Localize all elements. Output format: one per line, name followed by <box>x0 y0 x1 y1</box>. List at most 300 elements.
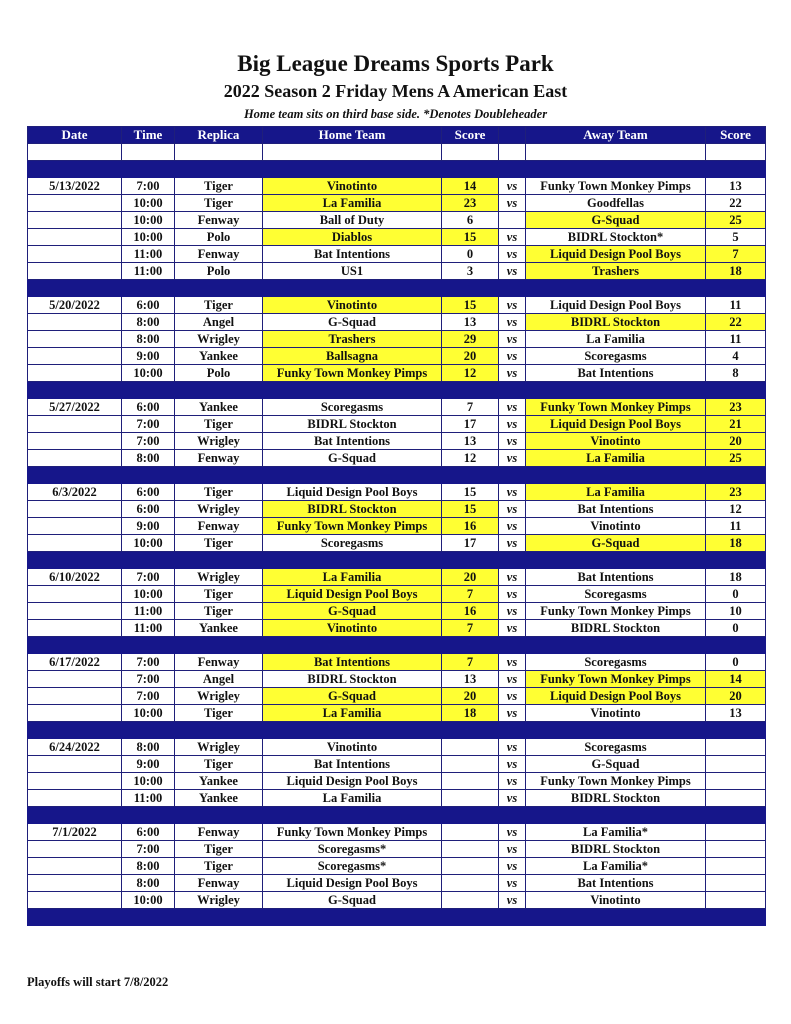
replica-cell: Tiger <box>175 705 263 722</box>
away-score-cell <box>706 739 766 756</box>
table-row <box>28 195 766 212</box>
home-team-cell: US1 <box>263 263 442 280</box>
blank-row-cell <box>122 144 175 161</box>
replica-cell: Tiger <box>175 195 263 212</box>
away-score-cell <box>706 824 766 841</box>
date-cell <box>28 790 122 807</box>
time-cell: 10:00 <box>122 586 175 603</box>
replica-cell: Tiger <box>175 484 263 501</box>
home-team-cell: Liquid Design Pool Boys <box>263 773 442 790</box>
time-cell: 7:00 <box>122 569 175 586</box>
away-team-cell: G-Squad <box>526 535 706 552</box>
time-cell: 9:00 <box>122 348 175 365</box>
date-cell: 6/10/2022 <box>28 569 122 586</box>
week-separator-cell <box>263 807 442 824</box>
home-team-cell: Bat Intentions <box>263 756 442 773</box>
week-separator <box>28 637 766 654</box>
time-cell: 11:00 <box>122 603 175 620</box>
home-team-cell: Liquid Design Pool Boys <box>263 586 442 603</box>
week-separator-cell <box>28 909 122 926</box>
home-team-cell: La Familia <box>263 195 442 212</box>
date-cell: 6/24/2022 <box>28 739 122 756</box>
table-row <box>28 297 766 314</box>
time-cell: 8:00 <box>122 739 175 756</box>
replica-cell: Tiger <box>175 586 263 603</box>
table-row <box>28 773 766 790</box>
table-row <box>28 875 766 892</box>
week-separator-cell <box>175 637 263 654</box>
date-cell <box>28 620 122 637</box>
table-row <box>28 484 766 501</box>
time-cell: 11:00 <box>122 620 175 637</box>
away-team-cell: Liquid Design Pool Boys <box>526 246 706 263</box>
replica-cell: Yankee <box>175 399 263 416</box>
vs-cell: vs <box>499 756 526 773</box>
week-separator-cell <box>442 909 499 926</box>
home-team-cell: Scoregasms <box>263 399 442 416</box>
replica-cell: Wrigley <box>175 688 263 705</box>
vs-cell: vs <box>499 892 526 909</box>
table-row <box>28 212 766 229</box>
replica-cell: Tiger <box>175 178 263 195</box>
away-score-cell: 8 <box>706 365 766 382</box>
replica-cell: Wrigley <box>175 501 263 518</box>
home-team-cell: Vinotinto <box>263 620 442 637</box>
home-score-cell <box>442 756 499 773</box>
vs-cell: vs <box>499 433 526 450</box>
home-team-cell: BIDRL Stockton <box>263 671 442 688</box>
time-cell: 8:00 <box>122 875 175 892</box>
away-team-cell: La Familia <box>526 450 706 467</box>
blank-row-cell <box>706 144 766 161</box>
away-score-cell: 18 <box>706 569 766 586</box>
date-cell <box>28 314 122 331</box>
table-row <box>28 416 766 433</box>
vs-cell: vs <box>499 586 526 603</box>
away-team-cell: G-Squad <box>526 756 706 773</box>
table-row <box>28 433 766 450</box>
home-score-cell: 14 <box>442 178 499 195</box>
time-cell: 7:00 <box>122 841 175 858</box>
home-score-cell: 29 <box>442 331 499 348</box>
week-separator-cell <box>122 161 175 178</box>
week-separator-cell <box>706 637 766 654</box>
vs-cell: vs <box>499 535 526 552</box>
home-team-cell: Liquid Design Pool Boys <box>263 484 442 501</box>
week-separator-cell <box>706 909 766 926</box>
away-score-cell <box>706 790 766 807</box>
date-cell <box>28 773 122 790</box>
home-score-cell: 15 <box>442 484 499 501</box>
home-score-cell <box>442 858 499 875</box>
vs-cell: vs <box>499 484 526 501</box>
table-row <box>28 790 766 807</box>
vs-cell: vs <box>499 501 526 518</box>
table-row <box>28 365 766 382</box>
home-team-cell: Bat Intentions <box>263 246 442 263</box>
date-cell <box>28 875 122 892</box>
home-score-cell: 15 <box>442 297 499 314</box>
away-score-cell: 11 <box>706 297 766 314</box>
home-score-cell: 6 <box>442 212 499 229</box>
away-team-cell: Bat Intentions <box>526 501 706 518</box>
time-cell: 7:00 <box>122 671 175 688</box>
week-separator-cell <box>28 722 122 739</box>
vs-cell: vs <box>499 569 526 586</box>
date-cell <box>28 586 122 603</box>
time-cell: 7:00 <box>122 178 175 195</box>
table-row <box>28 603 766 620</box>
week-separator-cell <box>175 552 263 569</box>
vs-cell: vs <box>499 841 526 858</box>
date-cell <box>28 212 122 229</box>
away-team-cell: Scoregasms <box>526 739 706 756</box>
date-cell: 6/3/2022 <box>28 484 122 501</box>
col-header-home-score: Score <box>442 127 499 144</box>
week-separator <box>28 909 766 926</box>
replica-cell: Fenway <box>175 824 263 841</box>
home-score-cell: 16 <box>442 518 499 535</box>
week-separator-cell <box>263 909 442 926</box>
date-cell <box>28 841 122 858</box>
time-cell: 6:00 <box>122 297 175 314</box>
home-score-cell: 15 <box>442 501 499 518</box>
home-team-cell: BIDRL Stockton <box>263 416 442 433</box>
away-team-cell: Vinotinto <box>526 705 706 722</box>
week-separator-cell <box>28 807 122 824</box>
week-separator-cell <box>442 722 499 739</box>
date-cell <box>28 450 122 467</box>
replica-cell: Wrigley <box>175 433 263 450</box>
home-team-cell: Vinotinto <box>263 178 442 195</box>
away-score-cell: 4 <box>706 348 766 365</box>
vs-cell: vs <box>499 195 526 212</box>
replica-cell: Tiger <box>175 858 263 875</box>
time-cell: 10:00 <box>122 892 175 909</box>
vs-cell: vs <box>499 178 526 195</box>
away-team-cell: Scoregasms <box>526 654 706 671</box>
home-team-cell: Scoregasms* <box>263 858 442 875</box>
table-row <box>28 892 766 909</box>
time-cell: 10:00 <box>122 535 175 552</box>
home-team-cell: Trashers <box>263 331 442 348</box>
time-cell: 7:00 <box>122 416 175 433</box>
date-cell <box>28 331 122 348</box>
week-separator-cell <box>122 467 175 484</box>
time-cell: 6:00 <box>122 484 175 501</box>
home-team-cell: Vinotinto <box>263 297 442 314</box>
blank-row-cell <box>499 144 526 161</box>
away-team-cell: La Familia <box>526 484 706 501</box>
home-team-cell: Funky Town Monkey Pimps <box>263 365 442 382</box>
home-score-cell: 13 <box>442 314 499 331</box>
home-team-cell: La Familia <box>263 569 442 586</box>
footer-note: Playoffs will start 7/8/2022 <box>27 975 169 989</box>
table-row <box>28 178 766 195</box>
away-score-cell: 20 <box>706 433 766 450</box>
date-cell <box>28 858 122 875</box>
table-row <box>28 586 766 603</box>
away-team-cell: Bat Intentions <box>526 365 706 382</box>
week-separator-cell <box>122 382 175 399</box>
week-separator-cell <box>122 909 175 926</box>
home-team-cell: Bat Intentions <box>263 433 442 450</box>
week-separator-cell <box>706 280 766 297</box>
time-cell: 6:00 <box>122 824 175 841</box>
vs-cell: vs <box>499 773 526 790</box>
time-cell: 7:00 <box>122 654 175 671</box>
home-score-cell: 20 <box>442 569 499 586</box>
away-score-cell: 0 <box>706 620 766 637</box>
replica-cell: Yankee <box>175 773 263 790</box>
week-separator <box>28 161 766 178</box>
replica-cell: Wrigley <box>175 739 263 756</box>
date-cell <box>28 229 122 246</box>
home-team-cell: BIDRL Stockton <box>263 501 442 518</box>
date-cell <box>28 688 122 705</box>
week-separator-cell <box>499 722 526 739</box>
vs-cell: vs <box>499 331 526 348</box>
vs-cell: vs <box>499 399 526 416</box>
replica-cell: Polo <box>175 229 263 246</box>
page-title: Big League Dreams Sports Park <box>237 51 554 76</box>
week-separator-cell <box>526 909 706 926</box>
away-score-cell: 10 <box>706 603 766 620</box>
time-cell: 10:00 <box>122 195 175 212</box>
week-separator-cell <box>175 382 263 399</box>
home-score-cell: 16 <box>442 603 499 620</box>
page-subtitle: 2022 Season 2 Friday Mens A American East <box>223 81 568 101</box>
date-cell <box>28 348 122 365</box>
vs-cell: vs <box>499 416 526 433</box>
col-header-replica: Replica <box>175 127 263 144</box>
away-score-cell: 0 <box>706 586 766 603</box>
home-score-cell: 20 <box>442 348 499 365</box>
time-cell: 11:00 <box>122 263 175 280</box>
week-separator-cell <box>122 552 175 569</box>
date-cell <box>28 671 122 688</box>
away-score-cell <box>706 773 766 790</box>
away-team-cell: Funky Town Monkey Pimps <box>526 178 706 195</box>
table-row <box>28 331 766 348</box>
blank-row <box>28 144 766 161</box>
week-separator <box>28 280 766 297</box>
week-separator-cell <box>263 161 442 178</box>
week-separator-cell <box>526 807 706 824</box>
table-row <box>28 688 766 705</box>
replica-cell: Fenway <box>175 875 263 892</box>
week-separator-cell <box>526 280 706 297</box>
away-score-cell: 0 <box>706 654 766 671</box>
away-score-cell: 14 <box>706 671 766 688</box>
week-separator-cell <box>499 807 526 824</box>
home-team-cell: Funky Town Monkey Pimps <box>263 824 442 841</box>
replica-cell: Fenway <box>175 654 263 671</box>
away-team-cell: BIDRL Stockton <box>526 790 706 807</box>
week-separator-cell <box>122 637 175 654</box>
away-team-cell: La Familia <box>526 331 706 348</box>
home-score-cell: 7 <box>442 654 499 671</box>
replica-cell: Yankee <box>175 620 263 637</box>
replica-cell: Fenway <box>175 518 263 535</box>
vs-cell: vs <box>499 671 526 688</box>
blank-row-cell <box>175 144 263 161</box>
replica-cell: Wrigley <box>175 892 263 909</box>
away-team-cell: BIDRL Stockton <box>526 620 706 637</box>
vs-cell: vs <box>499 314 526 331</box>
time-cell: 8:00 <box>122 314 175 331</box>
week-separator-cell <box>28 637 122 654</box>
home-score-cell: 7 <box>442 399 499 416</box>
away-team-cell: BIDRL Stockton* <box>526 229 706 246</box>
week-separator-cell <box>526 467 706 484</box>
away-score-cell: 25 <box>706 212 766 229</box>
vs-cell: vs <box>499 858 526 875</box>
table-row <box>28 399 766 416</box>
vs-cell: vs <box>499 518 526 535</box>
away-team-cell: Bat Intentions <box>526 569 706 586</box>
away-score-cell: 12 <box>706 501 766 518</box>
table-row <box>28 518 766 535</box>
away-score-cell <box>706 875 766 892</box>
col-header-vs <box>499 127 526 144</box>
away-score-cell <box>706 892 766 909</box>
week-separator-cell <box>499 382 526 399</box>
vs-cell: vs <box>499 603 526 620</box>
week-separator-cell <box>499 909 526 926</box>
week-separator-cell <box>442 807 499 824</box>
away-team-cell: Scoregasms <box>526 586 706 603</box>
week-separator-cell <box>122 807 175 824</box>
table-row <box>28 569 766 586</box>
blank-row-cell <box>442 144 499 161</box>
week-separator <box>28 722 766 739</box>
replica-cell: Polo <box>175 263 263 280</box>
home-team-cell: G-Squad <box>263 314 442 331</box>
home-score-cell: 18 <box>442 705 499 722</box>
vs-cell: vs <box>499 450 526 467</box>
col-header-time: Time <box>122 127 175 144</box>
week-separator-cell <box>499 552 526 569</box>
home-score-cell: 0 <box>442 246 499 263</box>
vs-cell: vs <box>499 705 526 722</box>
replica-cell: Tiger <box>175 841 263 858</box>
week-separator-cell <box>28 161 122 178</box>
away-score-cell <box>706 858 766 875</box>
vs-cell: vs <box>499 246 526 263</box>
week-separator-cell <box>499 280 526 297</box>
week-separator-cell <box>442 637 499 654</box>
schedule-note: Home team sits on third base side. *Denotes Doubleheader <box>243 107 548 121</box>
away-team-cell: BIDRL Stockton <box>526 841 706 858</box>
time-cell: 6:00 <box>122 501 175 518</box>
home-team-cell: Bat Intentions <box>263 654 442 671</box>
away-score-cell: 25 <box>706 450 766 467</box>
vs-cell <box>499 212 526 229</box>
week-separator-cell <box>263 467 442 484</box>
replica-cell: Tiger <box>175 297 263 314</box>
time-cell: 8:00 <box>122 450 175 467</box>
home-score-cell <box>442 875 499 892</box>
replica-cell: Yankee <box>175 348 263 365</box>
week-separator-cell <box>706 161 766 178</box>
away-score-cell: 22 <box>706 195 766 212</box>
week-separator <box>28 807 766 824</box>
week-separator-cell <box>442 161 499 178</box>
week-separator-cell <box>442 382 499 399</box>
time-cell: 9:00 <box>122 756 175 773</box>
replica-cell: Polo <box>175 365 263 382</box>
home-team-cell: G-Squad <box>263 603 442 620</box>
date-cell <box>28 705 122 722</box>
table-row <box>28 841 766 858</box>
blank-row-cell <box>526 144 706 161</box>
week-separator-cell <box>263 552 442 569</box>
blank-row-cell <box>263 144 442 161</box>
date-cell <box>28 501 122 518</box>
table-row <box>28 229 766 246</box>
week-separator-cell <box>526 161 706 178</box>
away-team-cell: Liquid Design Pool Boys <box>526 416 706 433</box>
week-separator-cell <box>526 637 706 654</box>
away-score-cell: 11 <box>706 331 766 348</box>
date-cell <box>28 518 122 535</box>
away-score-cell: 23 <box>706 484 766 501</box>
home-team-cell: Vinotinto <box>263 739 442 756</box>
week-separator-cell <box>706 807 766 824</box>
replica-cell: Angel <box>175 314 263 331</box>
home-score-cell <box>442 773 499 790</box>
time-cell: 9:00 <box>122 518 175 535</box>
time-cell: 7:00 <box>122 688 175 705</box>
away-team-cell: Goodfellas <box>526 195 706 212</box>
away-score-cell <box>706 756 766 773</box>
week-separator-cell <box>442 467 499 484</box>
week-separator-cell <box>175 909 263 926</box>
week-separator-cell <box>499 161 526 178</box>
away-score-cell: 5 <box>706 229 766 246</box>
away-team-cell: BIDRL Stockton <box>526 314 706 331</box>
col-header-away-team: Away Team <box>526 127 706 144</box>
away-team-cell: Funky Town Monkey Pimps <box>526 671 706 688</box>
home-score-cell <box>442 892 499 909</box>
time-cell: 11:00 <box>122 790 175 807</box>
home-team-cell: G-Squad <box>263 688 442 705</box>
week-separator-cell <box>263 382 442 399</box>
table-row <box>28 620 766 637</box>
time-cell: 10:00 <box>122 229 175 246</box>
away-team-cell: Vinotinto <box>526 892 706 909</box>
away-score-cell: 23 <box>706 399 766 416</box>
home-team-cell: G-Squad <box>263 450 442 467</box>
week-separator-cell <box>122 280 175 297</box>
home-score-cell <box>442 739 499 756</box>
home-team-cell: Scoregasms <box>263 535 442 552</box>
col-header-away-score: Score <box>706 127 766 144</box>
time-cell: 8:00 <box>122 331 175 348</box>
table-row <box>28 739 766 756</box>
date-cell: 5/20/2022 <box>28 297 122 314</box>
away-score-cell: 18 <box>706 535 766 552</box>
week-separator-cell <box>526 552 706 569</box>
week-separator <box>28 552 766 569</box>
table-row <box>28 501 766 518</box>
table-row <box>28 535 766 552</box>
home-score-cell: 12 <box>442 450 499 467</box>
replica-cell: Yankee <box>175 790 263 807</box>
week-separator-cell <box>499 637 526 654</box>
away-team-cell: Vinotinto <box>526 433 706 450</box>
